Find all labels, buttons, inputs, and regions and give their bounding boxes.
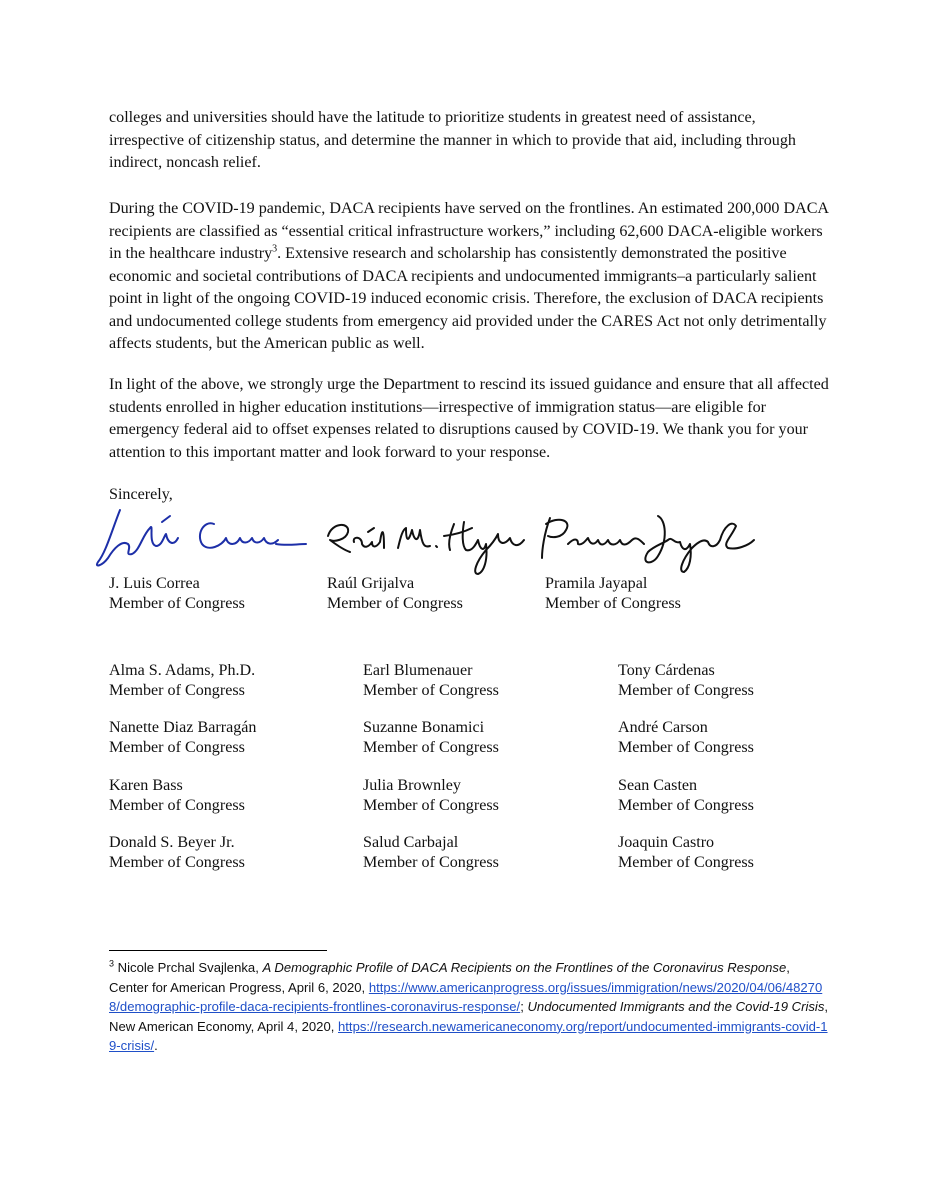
signer-name: Raúl Grijalva [327, 575, 415, 592]
cosigner [618, 776, 754, 816]
paragraph-covid-frontlines [109, 198, 829, 356]
footnote-number: 3 [109, 958, 115, 969]
cosigner [109, 718, 256, 758]
lead-signer-correa [109, 574, 245, 614]
signer-name: Julia Brownley [363, 777, 461, 794]
footnote-link-1[interactable]: https://www.americanprogress.org/issues/immigration/news/2020/04/06/482708/demographic-profile-daca-recipients-frontlines-coronavirus-response/ [109, 979, 823, 1014]
signer-title: Member of Congress [363, 797, 499, 814]
signer-title: Member of Congress [363, 854, 499, 871]
paragraph-request: In light of the above, we strongly urge the Department to rescind its issued guidance and ensure that all affected students enrolled in higher education institutions—irrespective of immigration status—are eligible for emergency federal aid to offset expenses related to disruptions caused by COVID-19. We thank you for your attention to this important matter and look forward to your response. [109, 376, 829, 461]
signer-title: Member of Congress [109, 595, 245, 612]
signer-title: Member of Congress [363, 739, 499, 756]
footnote-separator [109, 950, 327, 951]
signer-title: Member of Congress [109, 682, 245, 699]
signer-title: Member of Congress [618, 739, 754, 756]
footnote-title-2: Undocumented Immigrants and the Covid-19 Crisis [527, 999, 825, 1014]
signature-jayapal [542, 516, 754, 572]
signer-title: Member of Congress [109, 797, 245, 814]
signer-name: Donald S. Beyer Jr. [109, 834, 235, 851]
cosigner [618, 833, 754, 873]
signatures-graphic [92, 500, 772, 580]
cosigner [109, 776, 245, 816]
footnote-end: . [154, 1038, 158, 1053]
footnote-reference: 3 [272, 243, 278, 255]
cosigner [363, 776, 499, 816]
signer-title: Member of Congress [327, 595, 463, 612]
signature-grijalva [328, 522, 524, 574]
signer-name: Salud Carbajal [363, 834, 459, 851]
signer-name: Karen Bass [109, 777, 183, 794]
signer-title: Member of Congress [109, 739, 245, 756]
signer-title: Member of Congress [109, 854, 245, 871]
signer-title: Member of Congress [618, 682, 754, 699]
cosigner [363, 833, 499, 873]
signer-name: J. Luis Correa [109, 575, 200, 592]
signer-name: André Carson [618, 719, 708, 736]
lead-signer-jayapal [545, 574, 681, 614]
closing-salutation: Sincerely, [109, 486, 173, 503]
cosigner [618, 718, 754, 758]
signer-name: Joaquin Castro [618, 834, 715, 851]
signer-name: Sean Casten [618, 777, 698, 794]
signer-title: Member of Congress [545, 595, 681, 612]
paragraph-covid-text-a: During the COVID-19 pandemic, DACA recipients have served on the frontlines. An estimated 200,000 DACA recipients are classified as “essential critical infrastructure workers,” including 62,600 DACA-eligible workers in the healthcare industry [109, 200, 829, 262]
paragraph-aid-latitude: colleges and universities should have the latitude to prioritize students in greatest need of assistance, irrespective of citizenship status, and determine the manner in which to provide that aid, including through indirect, noncash relief. [109, 109, 796, 171]
footnote-publisher-2: , New American Economy, April 4, 2020, [109, 999, 829, 1034]
footnote-separator-text: ; [520, 999, 528, 1014]
signature-correa [97, 510, 306, 565]
paragraph-covid-text-b: . Extensive research and scholarship has consistently demonstrated the positive economic and societal contributions of DACA recipients and undocumented immigrants–a particularly salient point in light of the ongoing COVID-19 induced economic crisis. Therefore, the exclusion of DACA recipients and undocumented college students from emergency aid provided under the CARES Act not only detrimentally affects students, but the American public as well. [109, 245, 827, 352]
cosigner [109, 661, 255, 701]
cosigner [109, 833, 245, 873]
footnote-publisher-1: , Center for American Progress, April 6, 2020, [109, 960, 790, 995]
footnote-link-2[interactable]: https://research.newamericaneconomy.org/report/undocumented-immigrants-covid-19-crisis/ [109, 1018, 828, 1053]
cosigner [618, 661, 754, 701]
signer-name: Suzanne Bonamici [363, 719, 485, 736]
signer-name: Alma S. Adams, Ph.D. [109, 662, 256, 679]
signer-name: Nanette Diaz Barragán [109, 719, 257, 736]
signer-title: Member of Congress [363, 682, 499, 699]
signer-name: Tony Cárdenas [618, 662, 715, 679]
signer-title: Member of Congress [618, 854, 754, 871]
signer-name: Earl Blumenauer [363, 662, 473, 679]
footnote-title-1: A Demographic Profile of DACA Recipients on the Frontlines of the Coronavirus Response [262, 960, 787, 975]
lead-signer-grijalva [327, 574, 463, 614]
footnote-author: Nicole Prchal Svajlenka, [114, 960, 263, 975]
signer-name: Pramila Jayapal [545, 575, 648, 592]
cosigner [363, 718, 499, 758]
signer-title: Member of Congress [618, 797, 754, 814]
cosigner [363, 661, 499, 701]
footnote [109, 958, 829, 1056]
